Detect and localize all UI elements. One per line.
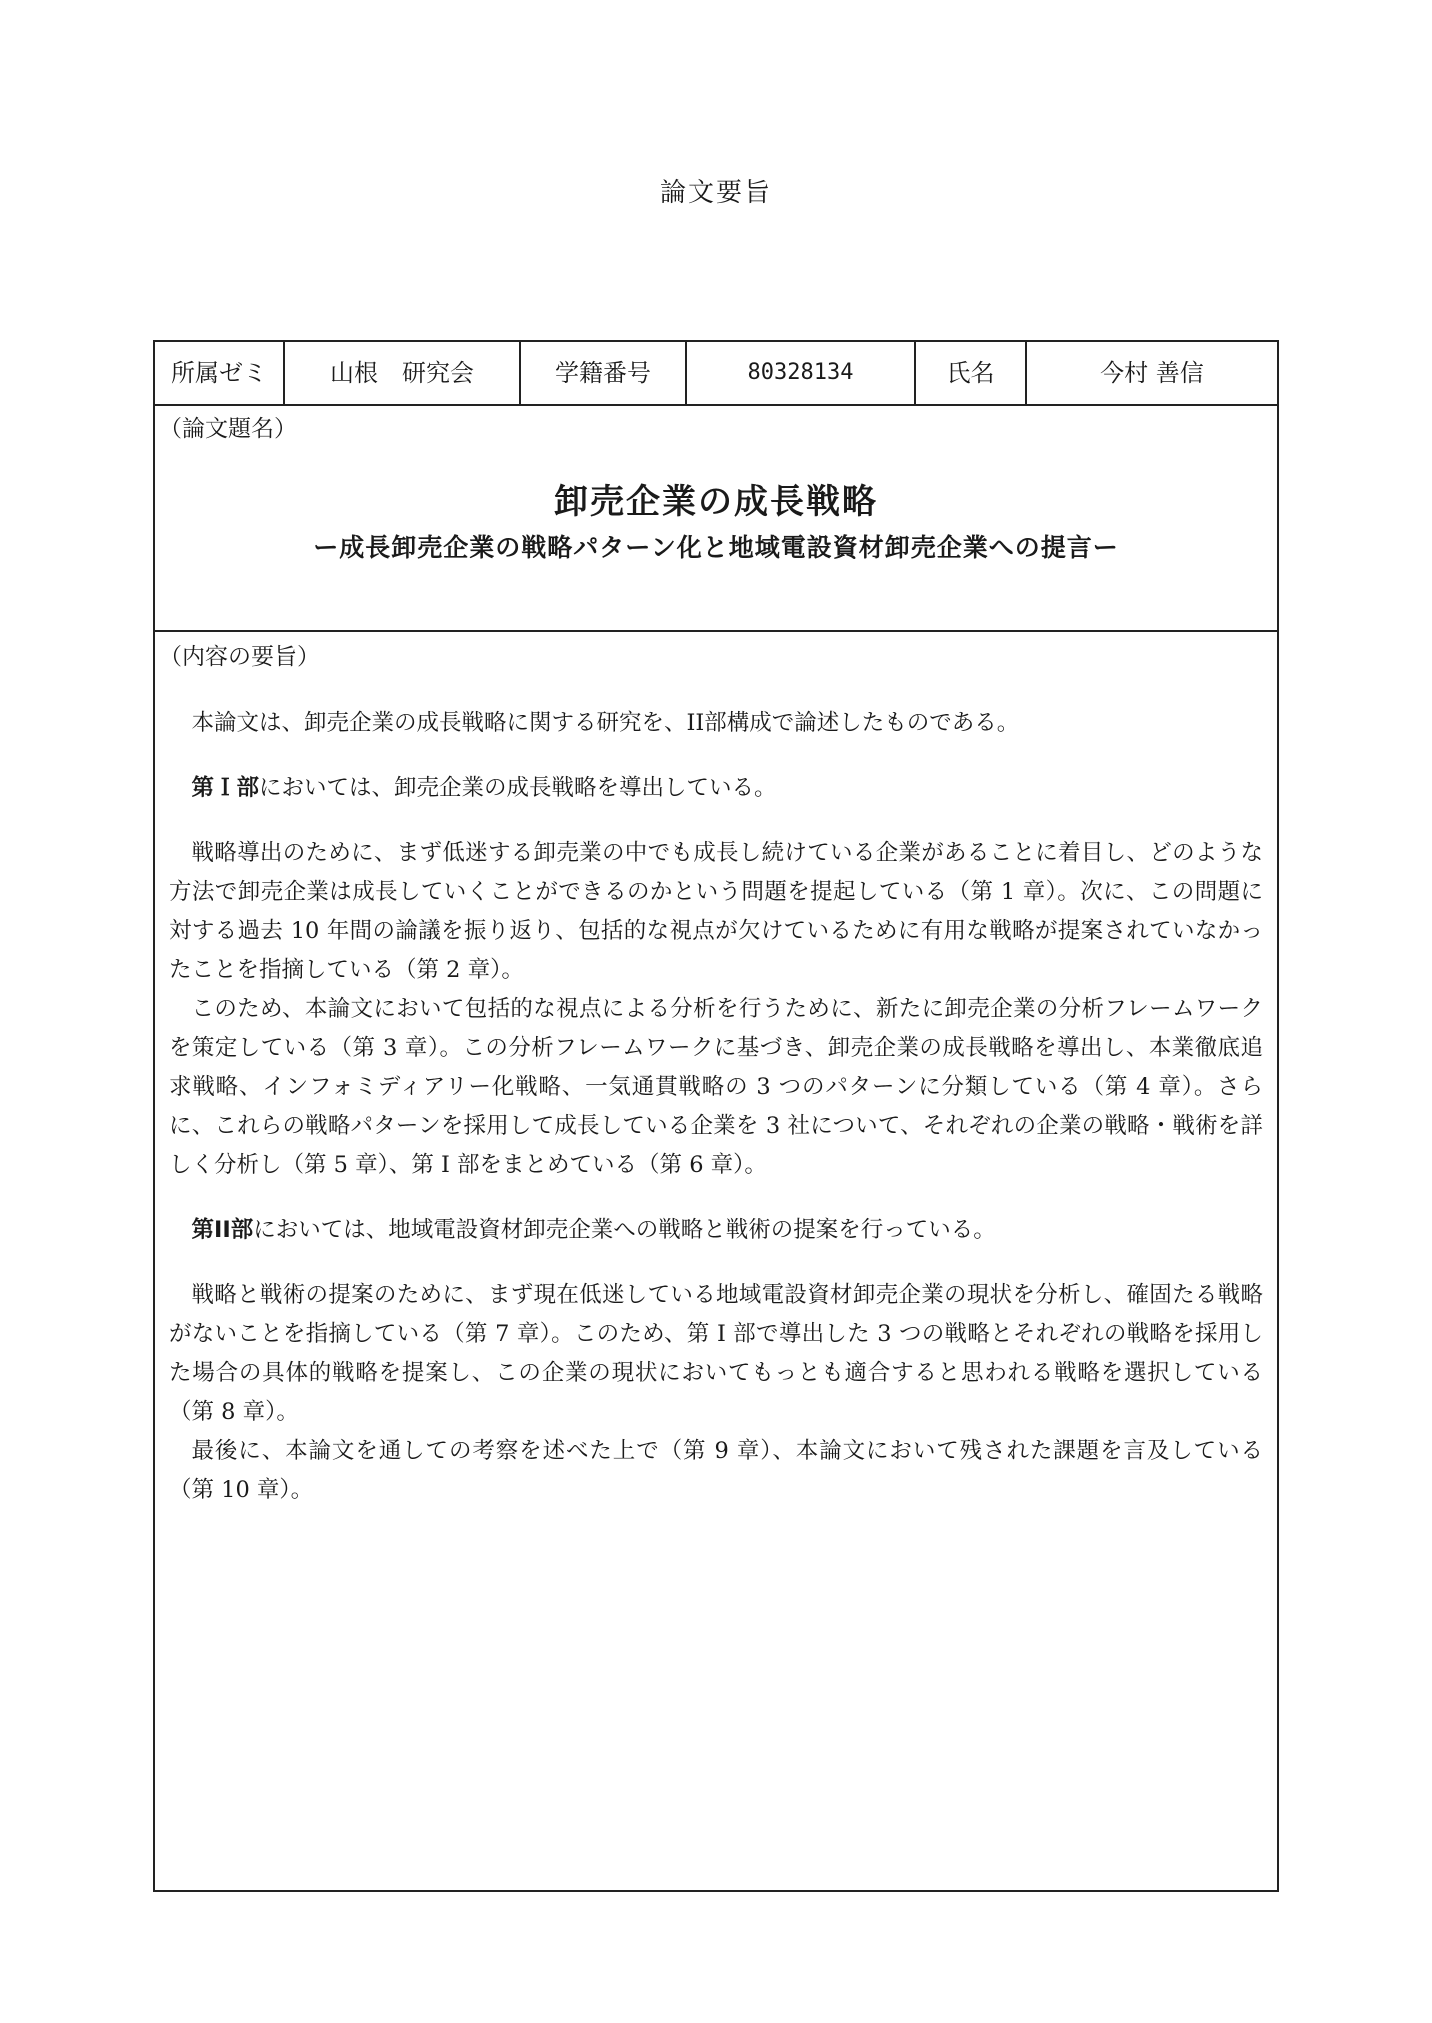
name-label: 氏名	[916, 342, 1027, 404]
main-title: 卸売企業の成長戦略	[554, 482, 878, 522]
part2-paragraph-1: 戦略と戦術の提案のために、まず現在低迷している地域電設資材卸売企業の現状を分析し、確固たる戦略がないことを指摘している（第 7 章）。このため、第 I 部で導出した 3 つの戦略とそれぞれの戦略を採用した場合の具体的戦略を提案し、この企業の現状においてもっとも適合すると思われる戦略を選択している（第 8 章）。	[169, 1282, 1263, 1425]
content-section-label: （内容の要旨）	[159, 644, 320, 670]
part2-lead-paragraph	[169, 1211, 1263, 1250]
intro-paragraph: 本論文は、卸売企業の成長戦略に関する研究を、II部構成で論述したものである。	[191, 710, 1020, 736]
content-body	[169, 704, 1263, 1510]
part1-paragraph-2: このため、本論文において包括的な視点による分析を行うために、新たに卸売企業の分析フレームワークを策定している（第 3 章）。この分析フレームワークに基づき、卸売企業の成長戦略を導出し、本業徹底追求戦略、インフォミディアリー化戦略、一気通貫戦略の 3 つのパターンに分類している（第 4 章）。さらに、これらの戦略パターンを採用して成長している企業を 3 社について、それぞれの企業の戦略・戦術を詳しく分析し（第 5 章）、第 I 部をまとめている（第 6 章）。	[169, 996, 1263, 1178]
part1-lead: においては、卸売企業の成長戦略を導出している。	[259, 775, 777, 801]
part2-lead: においては、地域電設資材卸売企業への戦略と戦術の提案を行っている。	[253, 1217, 996, 1243]
page-heading: 論文要旨	[659, 178, 772, 208]
name-value: 今村 善信	[1100, 359, 1204, 387]
abstract-form	[153, 340, 1279, 1892]
content-section	[155, 632, 1277, 1890]
part1-lead-paragraph	[169, 769, 1263, 808]
student-id-label: 学籍番号	[521, 342, 687, 404]
info-row	[155, 342, 1277, 406]
sub-title: ー成長卸売企業の戦略パターン化と地域電設資材卸売企業への提言ー	[313, 533, 1119, 562]
seminar-value: 山根 研究会	[285, 342, 521, 404]
seminar-label: 所属ゼミ	[155, 342, 285, 404]
part1-paragraph-1: 戦略導出のために、まず低迷する卸売業の中でも成長し続けている企業があることに着目し、どのような方法で卸売企業は成長していくことができるのかという問題を提起している（第 1 章）。次に、この問題に対する過去 10 年間の論議を振り返り、包括的な視点が欠けているために有用な戦略が提案されていなかったことを指摘している（第 2 章）。	[169, 840, 1263, 983]
title-section-label: （論文題名）	[159, 416, 297, 442]
student-id-value: 80328134	[687, 342, 916, 404]
title-section	[155, 406, 1277, 632]
part1-heading: 第Ｉ部	[191, 775, 260, 801]
part2-heading: 第II部	[191, 1217, 254, 1243]
part2-paragraph-2: 最後に、本論文を通しての考察を述べた上で（第 9 章）、本論文において残された課題を言及している（第 10 章）。	[169, 1438, 1263, 1503]
